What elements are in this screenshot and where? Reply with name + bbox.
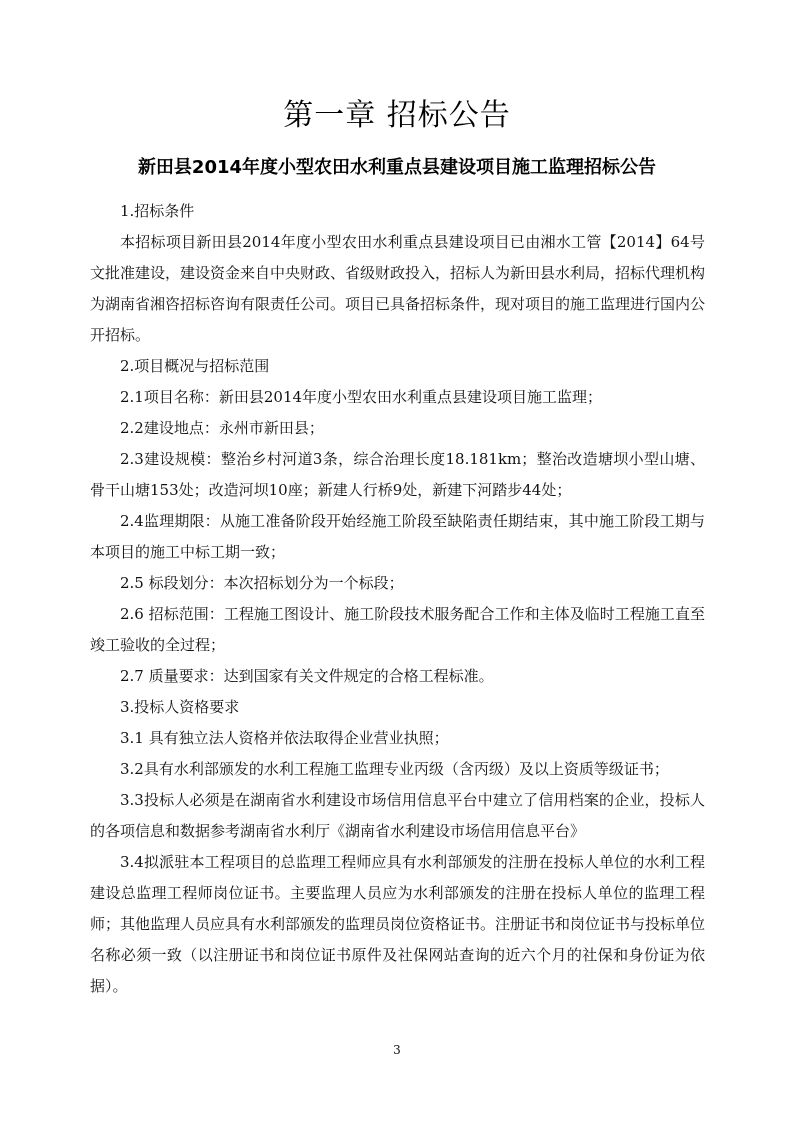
announcement-title: 新田县2014年度小型农田水利重点县建设项目施工监理招标公告: [137, 157, 657, 178]
section-heading-2: 2.项目概况与招标范围: [120, 357, 270, 375]
paragraph-qualification-4: 3.4拟派驻本工程项目的总监理工程师应具有水利部颁发的注册在投标人单位的水利工程建设总监理工程师岗位证书。主要监理人员应为水利部颁发的注册在投标人单位的监理工程师；其他监理人员应具有水利部颁发的监理员岗位资格证书。注册证书和岗位证书与投标单位名称必须一致（以注册证书和岗位证书原件及社保网站查询的近六个月的社保和身份证为依据）。: [90, 853, 706, 995]
section-heading-1: 1.招标条件: [120, 202, 195, 220]
paragraph-qualification-3: 3.3投标人必须是在湖南省水利建设市场信用信息平台中建立了信用档案的企业，投标人的各项信息和数据参考湖南省水利厅《湖南省水利建设市场信用信息平台》: [90, 791, 705, 840]
body-text: [90, 196, 705, 1002]
chapter-title: 第一章 招标公告: [283, 98, 511, 133]
paragraph-qualification-1: 3.1 具有独立法人资格并依法取得企业营业执照；: [120, 729, 449, 747]
paragraph-lots: 2.5 标段划分：本次招标划分为一个标段；: [120, 574, 404, 592]
paragraph-project-name: 2.1项目名称：新田县2014年度小型农田水利重点县建设项目施工监理；: [120, 388, 603, 406]
paragraph-qualification-2: 3.2具有水利部颁发的水利工程施工监理专业丙级（含丙级）及以上资质等级证书；: [120, 760, 669, 778]
paragraph-location: 2.2建设地点：永州市新田县；: [120, 419, 324, 437]
page-number: 3: [393, 1043, 401, 1057]
section-heading-3: 3.投标人资格要求: [120, 698, 240, 716]
paragraph-scope: 2.6 招标范围：工程施工图设计、施工阶段技术服务配合工作和主体及临时工程施工直至竣工验收的全过程；: [90, 605, 705, 654]
paragraph-period: 2.4监理期限：从施工准备阶段开始经施工阶段至缺陷责任期结束，其中施工阶段工期与本项目的施工中标工期一致；: [90, 512, 705, 561]
paragraph-quality: 2.7 质量要求：达到国家有关文件规定的合格工程标准。: [120, 667, 494, 685]
paragraph-scale: 2.3建设规模：整治乡村河道3条，综合治理长度18.181km；整治改造塘坝小型山塘、骨干山塘153处；改造河坝10座；新建人行桥9处，新建下河踏步44处；: [90, 450, 705, 499]
paragraph-bidding-conditions: 本招标项目新田县2014年度小型农田水利重点县建设项目已由湘水工管【2014】64号文批准建设，建设资金来自中央财政、省级财政投入，招标人为新田县水利局，招标代理机构为湖南省湘咨招标咨询有限责任公司。项目已具备招标条件，现对项目的施工监理进行国内公开招标。: [90, 233, 706, 344]
